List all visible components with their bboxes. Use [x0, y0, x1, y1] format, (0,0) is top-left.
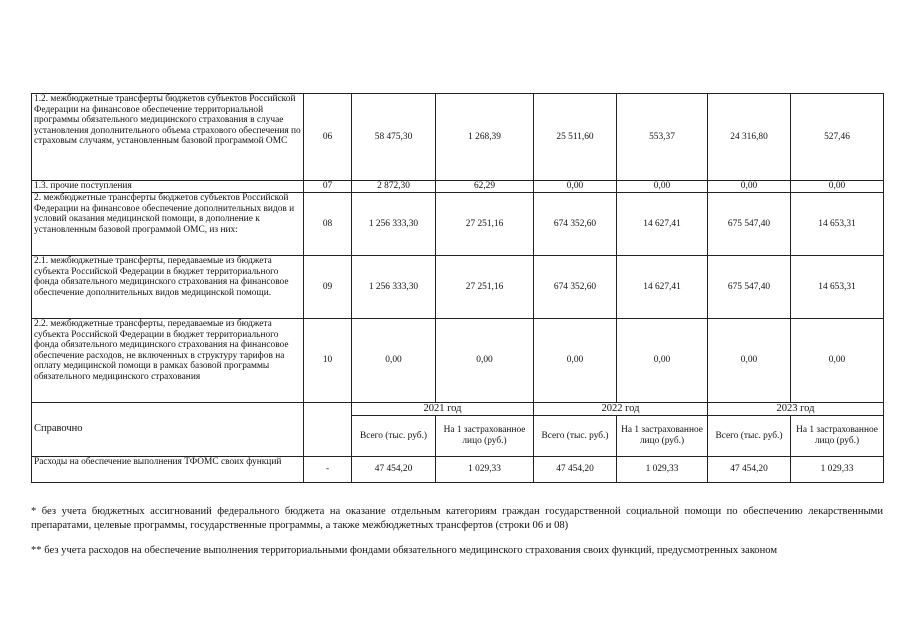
table-row	[32, 181, 884, 193]
year-2023: 2023 год	[708, 403, 884, 416]
row-value: 527,46	[791, 94, 884, 181]
table-body	[32, 94, 884, 483]
col-per-person-header: На 1 застрахованное лицо (руб.)	[617, 416, 708, 457]
row-desc: 2. межбюджетные трансферты бюджетов субъектов Российской Федерации на финансовое обеспечение дополнительных видов и условий оказания медицинской помощи, в дополнение к установленным базовой программой ОМС, из них:	[32, 193, 304, 256]
row-value: 0,00	[791, 181, 884, 193]
row-value: 14 653,31	[791, 256, 884, 319]
row-desc: 2.1. межбюджетные трансферты, передаваемые из бюджета субъекта Российской Федерации в бюджет территориального фонда обязательного медицинского страхования на финансовое обеспечение дополнительных видов медицинской помощи.	[32, 256, 304, 319]
expenses-value: 1 029,33	[617, 457, 708, 483]
row-value: 553,37	[617, 94, 708, 181]
expenses-desc: Расходы на обеспечение выполнения ТФОМС своих функций	[32, 457, 304, 483]
row-value: 0,00	[708, 181, 791, 193]
year-2022: 2022 год	[534, 403, 708, 416]
row-value: 58 475,30	[352, 94, 436, 181]
expenses-value: 47 454,20	[708, 457, 791, 483]
reference-label: Справочно	[32, 403, 304, 457]
footnote-2: ** без учета расходов на обеспечение выполнения территориальными фондами обязательного медицинского страхования своих функций, предусмотренных законом	[31, 545, 778, 556]
col-total-header: Всего (тыс. руб.)	[352, 416, 436, 457]
row-desc: 1.2. межбюджетные трансферты бюджетов субъектов Российской Федерации на финансовое обеспечение территориальной программы обязательного медицинского страхования в случае установления дополнительного объема страхового обеспечения по страховым случаям, установленным базовой программой ОМС	[32, 94, 304, 181]
row-desc: 2.2. межбюджетные трансферты, передаваемые из бюджета субъекта Российской Федерации в бюджет территориального фонда обязательного медицинского страхования на финансовое обеспечение расходов, не включенных в структуру тарифов на оплату медицинской помощи в рамках базовой программы обязательного медицинского страхования	[32, 319, 304, 403]
col-total-header: Всего (тыс. руб.)	[708, 416, 791, 457]
row-value: 1 256 333,30	[352, 193, 436, 256]
year-header-row	[32, 403, 884, 416]
row-code: 06	[304, 94, 352, 181]
col-total-header: Всего (тыс. руб.)	[534, 416, 617, 457]
row-value: 14 627,41	[617, 193, 708, 256]
row-value: 62,29	[436, 181, 534, 193]
row-value: 14 627,41	[617, 256, 708, 319]
expenses-value: 47 454,20	[352, 457, 436, 483]
expenses-value: 47 454,20	[534, 457, 617, 483]
expenses-row	[32, 457, 884, 483]
row-value: 0,00	[534, 319, 617, 403]
row-code: 10	[304, 319, 352, 403]
table-row	[32, 256, 884, 319]
budget-table	[31, 93, 884, 483]
row-code: 08	[304, 193, 352, 256]
row-code: 07	[304, 181, 352, 193]
row-value: 0,00	[352, 319, 436, 403]
row-value: 2 872,30	[352, 181, 436, 193]
table-row	[32, 193, 884, 256]
row-value: 675 547,40	[708, 193, 791, 256]
row-value: 0,00	[708, 319, 791, 403]
expenses-value: 1 029,33	[791, 457, 884, 483]
expenses-value: 1 029,33	[436, 457, 534, 483]
row-value: 674 352,60	[534, 256, 617, 319]
col-per-person-header: На 1 застрахованное лицо (руб.)	[791, 416, 884, 457]
row-value: 0,00	[617, 181, 708, 193]
row-value: 674 352,60	[534, 193, 617, 256]
row-value: 24 316,80	[708, 94, 791, 181]
row-value: 27 251,16	[436, 256, 534, 319]
footnote-1: * без учета бюджетных ассигнований федерального бюджета на оказание отдельным категориям граждан государственной социальной помощи по обеспечению лекарственными препаратами, целевые программы, государственные программы, а также межбюджетных трансфертов (строки 06 и 08)	[31, 506, 883, 532]
row-value: 0,00	[791, 319, 884, 403]
table-row	[32, 94, 884, 181]
row-value: 1 268,39	[436, 94, 534, 181]
row-value: 27 251,16	[436, 193, 534, 256]
row-value: 0,00	[534, 181, 617, 193]
table-row	[32, 319, 884, 403]
expenses-code: -	[304, 457, 352, 483]
row-value: 25 511,60	[534, 94, 617, 181]
col-per-person-header: На 1 застрахованное лицо (руб.)	[436, 416, 534, 457]
row-value: 14 653,31	[791, 193, 884, 256]
row-value: 675 547,40	[708, 256, 791, 319]
row-value: 0,00	[436, 319, 534, 403]
row-desc: 1.3. прочие поступления	[32, 181, 304, 193]
reference-code-cell	[304, 403, 352, 457]
row-code: 09	[304, 256, 352, 319]
row-value: 0,00	[617, 319, 708, 403]
year-2021: 2021 год	[352, 403, 534, 416]
row-value: 1 256 333,30	[352, 256, 436, 319]
